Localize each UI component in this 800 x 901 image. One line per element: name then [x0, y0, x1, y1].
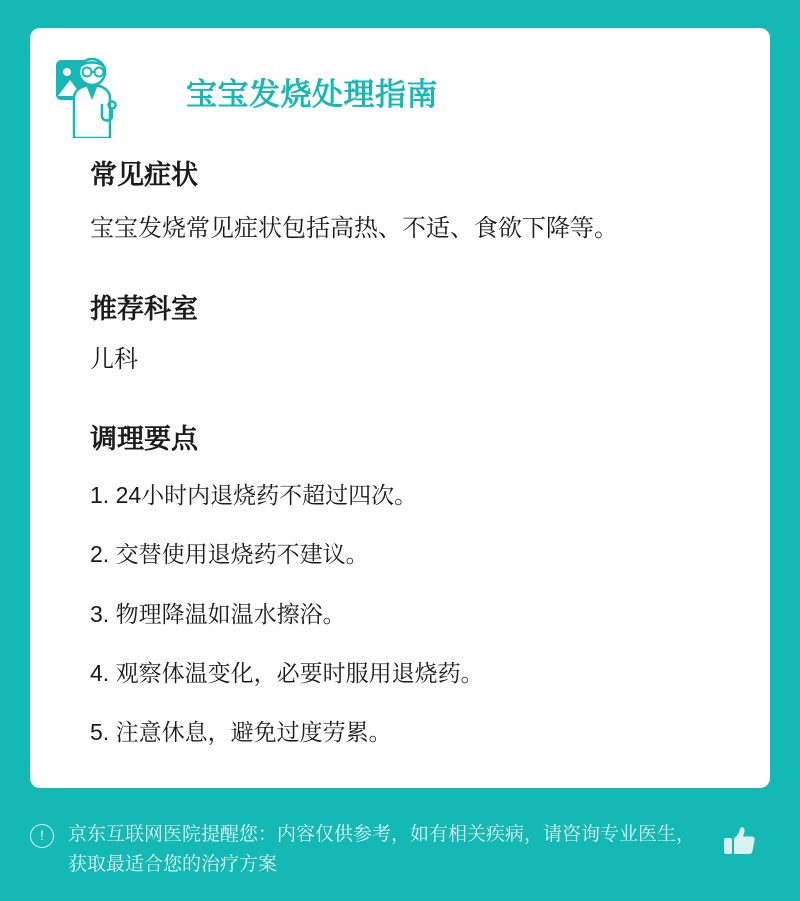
disclaimer-text: 京东互联网医院提醒您：内容仅供参考，如有相关疾病，请咨询专业医生，获取最适合您的治疗方案: [68, 824, 696, 875]
section-heading-symptoms: 常见症状: [90, 160, 198, 191]
thumbs-up-icon[interactable]: [722, 824, 756, 858]
care-steps-list: [90, 479, 732, 748]
doctor-avatar-icon: [56, 52, 128, 138]
info-icon: !: [30, 824, 54, 848]
list-item: 4. 观察体温变化，必要时服用退烧药。: [90, 659, 484, 686]
symptoms-text: 宝宝发烧常见症状包括高热、不适、食欲下降等。: [90, 214, 618, 242]
list-item: 1. 24小时内退烧药不超过四次。: [90, 482, 418, 509]
section-heading-department: 推荐科室: [90, 293, 198, 324]
list-item: 2. 交替使用退烧药不建议。: [90, 541, 369, 568]
list-item: 5. 注意休息，避免过度劳累。: [90, 718, 392, 745]
department-value: 儿科: [90, 346, 138, 374]
list-item: 3. 物理降温如温水擦浴。: [90, 600, 346, 627]
guide-card: [30, 28, 770, 788]
section-heading-care: 调理要点: [90, 423, 198, 454]
page-title: 宝宝发烧处理指南: [186, 77, 438, 112]
footer-disclaimer: [30, 820, 770, 879]
